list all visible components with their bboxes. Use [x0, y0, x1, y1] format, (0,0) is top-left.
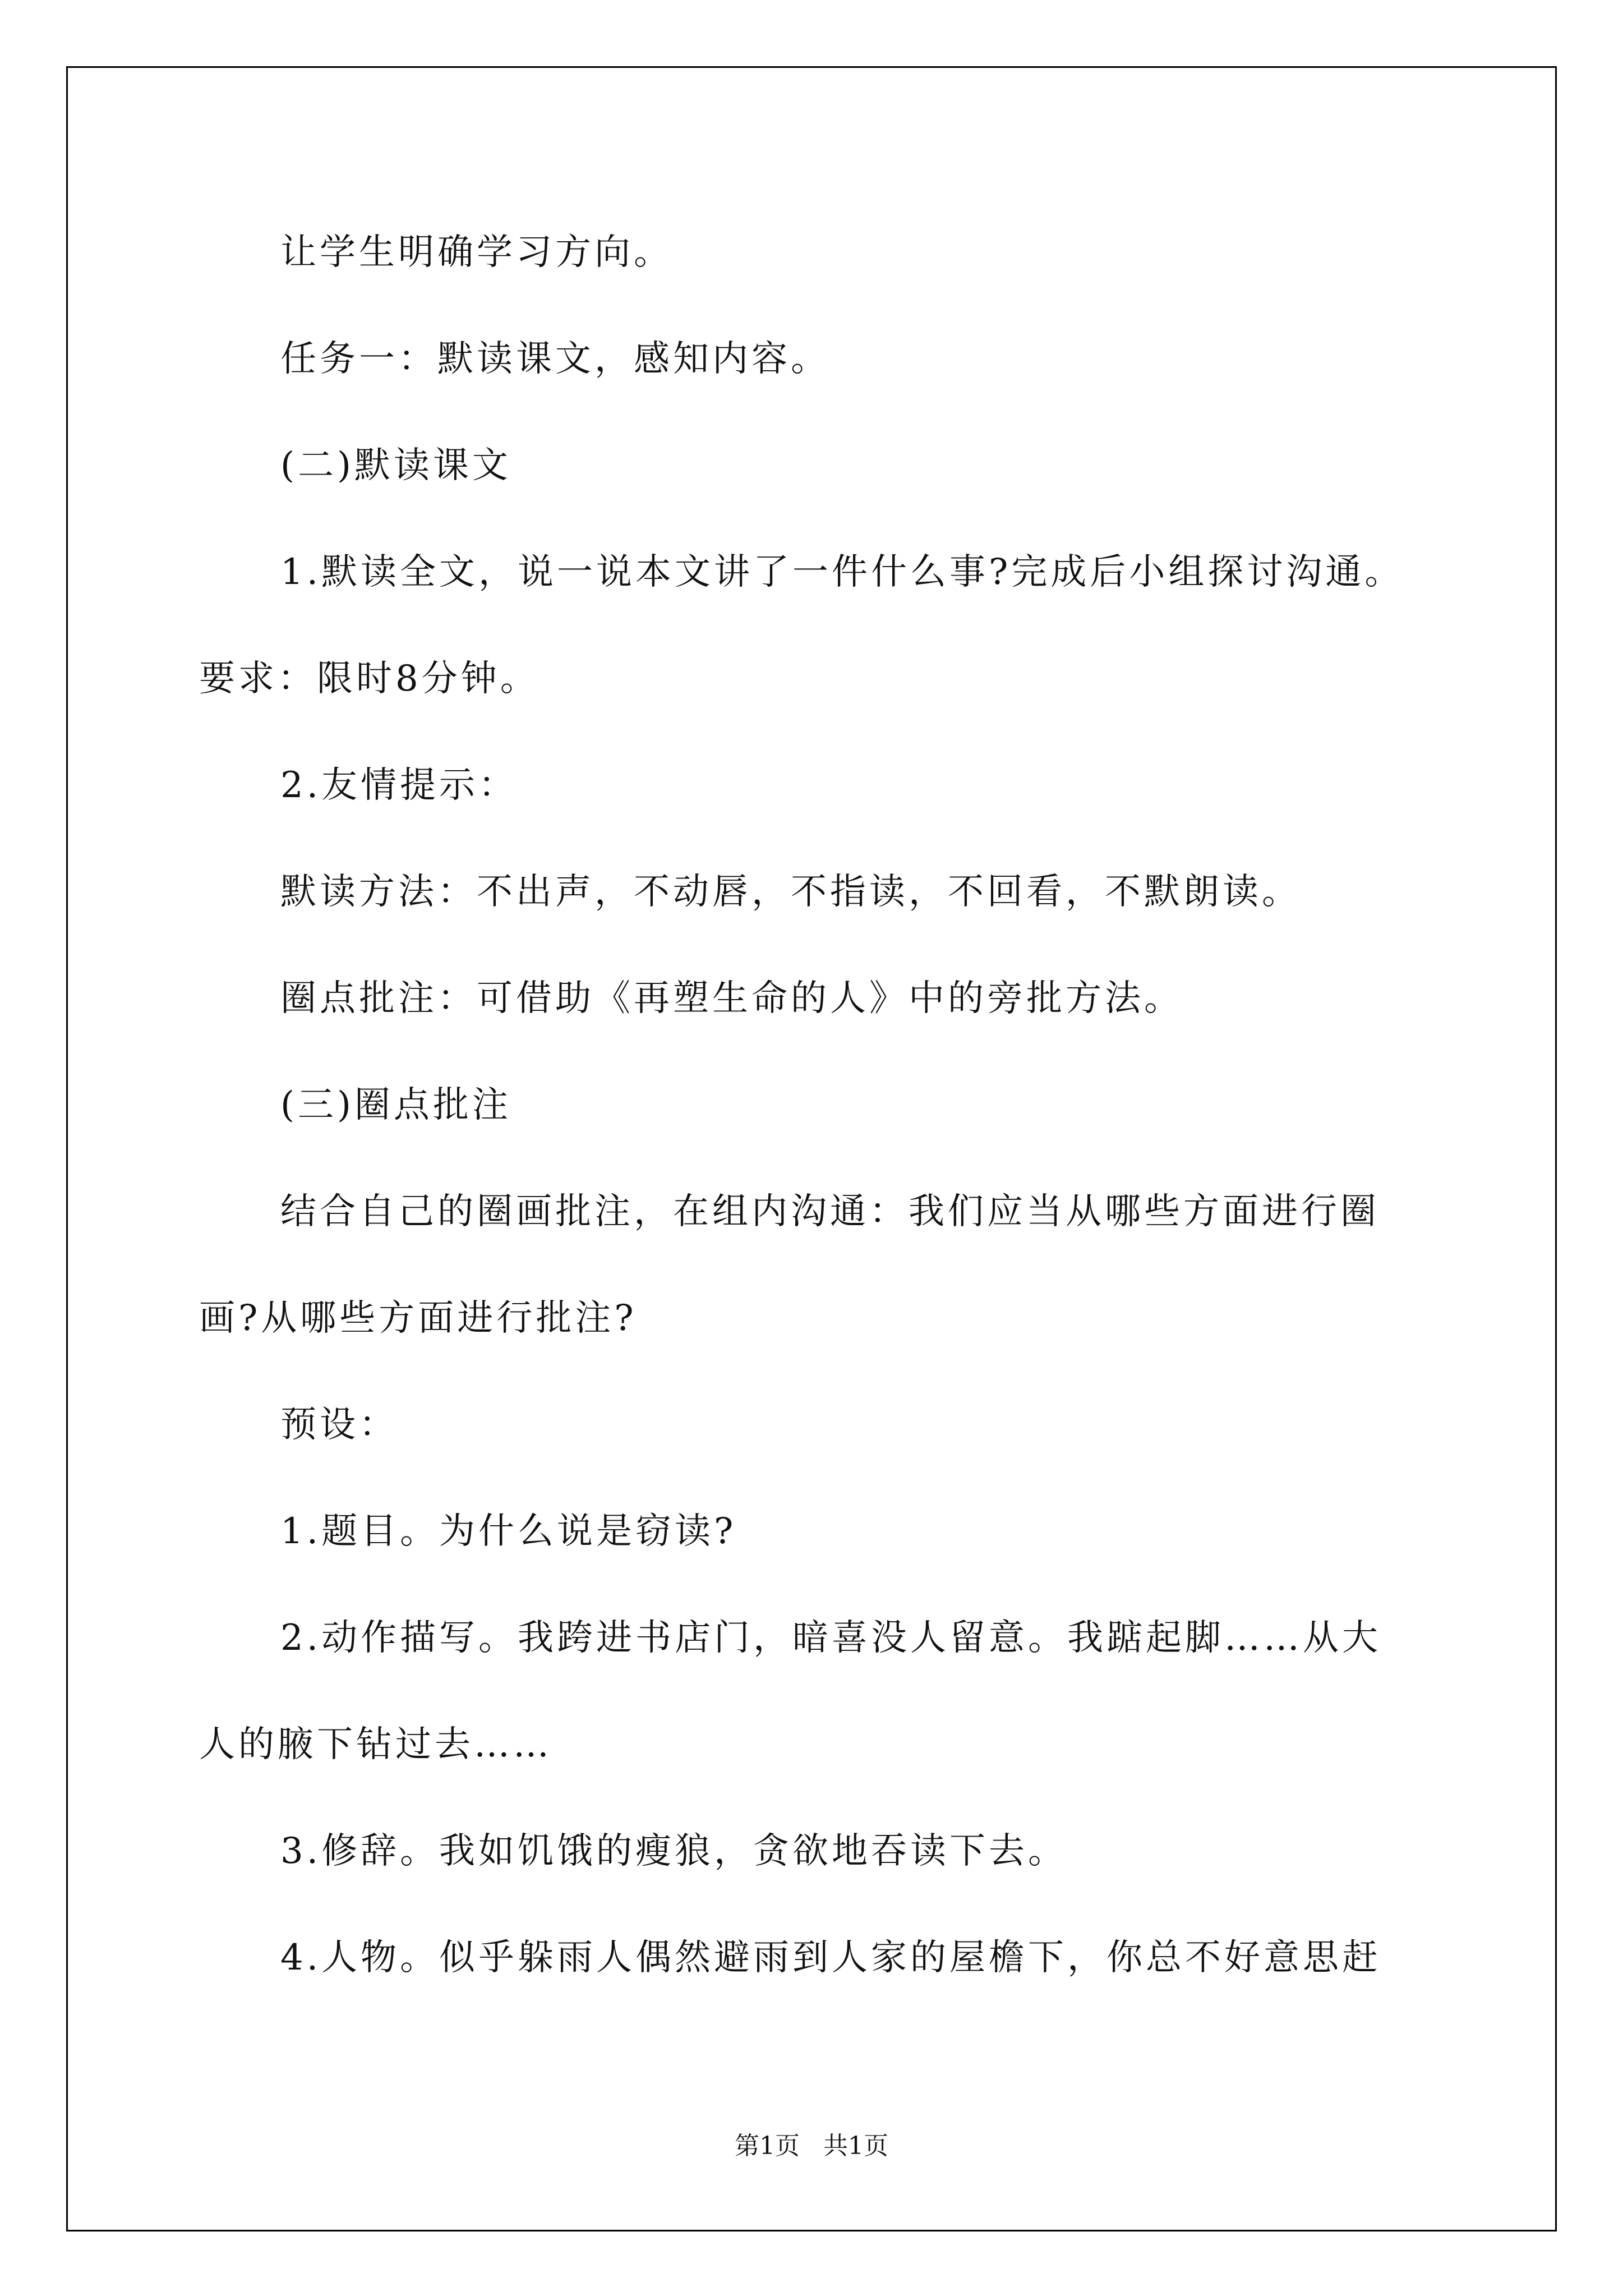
- text-line: 1.默读全文，说一说本文讲了一件什么事?完成后小组探讨沟通。: [280, 551, 1404, 593]
- text-line: 4.人物。似乎躲雨人偶然避雨到人家的屋檐下，你总不好意思赶: [280, 1937, 1382, 1978]
- text-line: 画?从哪些方面进行批注?: [199, 1297, 637, 1339]
- text-line: 预设：: [280, 1404, 398, 1446]
- text-line: 让学生明确学习方向。: [280, 232, 673, 273]
- text-line: 要求：限时8分钟。: [199, 658, 540, 700]
- section-heading: (二)默读课文: [280, 445, 511, 486]
- text-line: 任务一：默读课文，感知内容。: [280, 338, 830, 380]
- text-line: 3.修辞。我如饥饿的瘦狼，贪欲地吞读下去。: [280, 1830, 1068, 1872]
- text-line: 2.动作描写。我跨进书店门，暗喜没人留意。我踮起脚……从大: [280, 1617, 1382, 1659]
- text-line: 圈点批注：可借助《再塑生命的人》中的旁批方法。: [280, 978, 1183, 1019]
- text-line: 2.友情提示：: [280, 765, 518, 806]
- text-line: 1.题目。为什么说是窃读?: [280, 1511, 737, 1552]
- text-line: 人的腋下钻过去……: [199, 1724, 552, 1765]
- page-footer: 第1页 共1页: [735, 2132, 888, 2160]
- section-heading: (三)圈点批注: [280, 1084, 511, 1126]
- text-line: 结合自己的圈画批注，在组内沟通：我们应当从哪些方面进行圈: [280, 1191, 1380, 1232]
- text-line: 默读方法：不出声，不动唇，不指读，不回看，不默朗读。: [280, 871, 1301, 913]
- page-border: [66, 66, 1557, 2231]
